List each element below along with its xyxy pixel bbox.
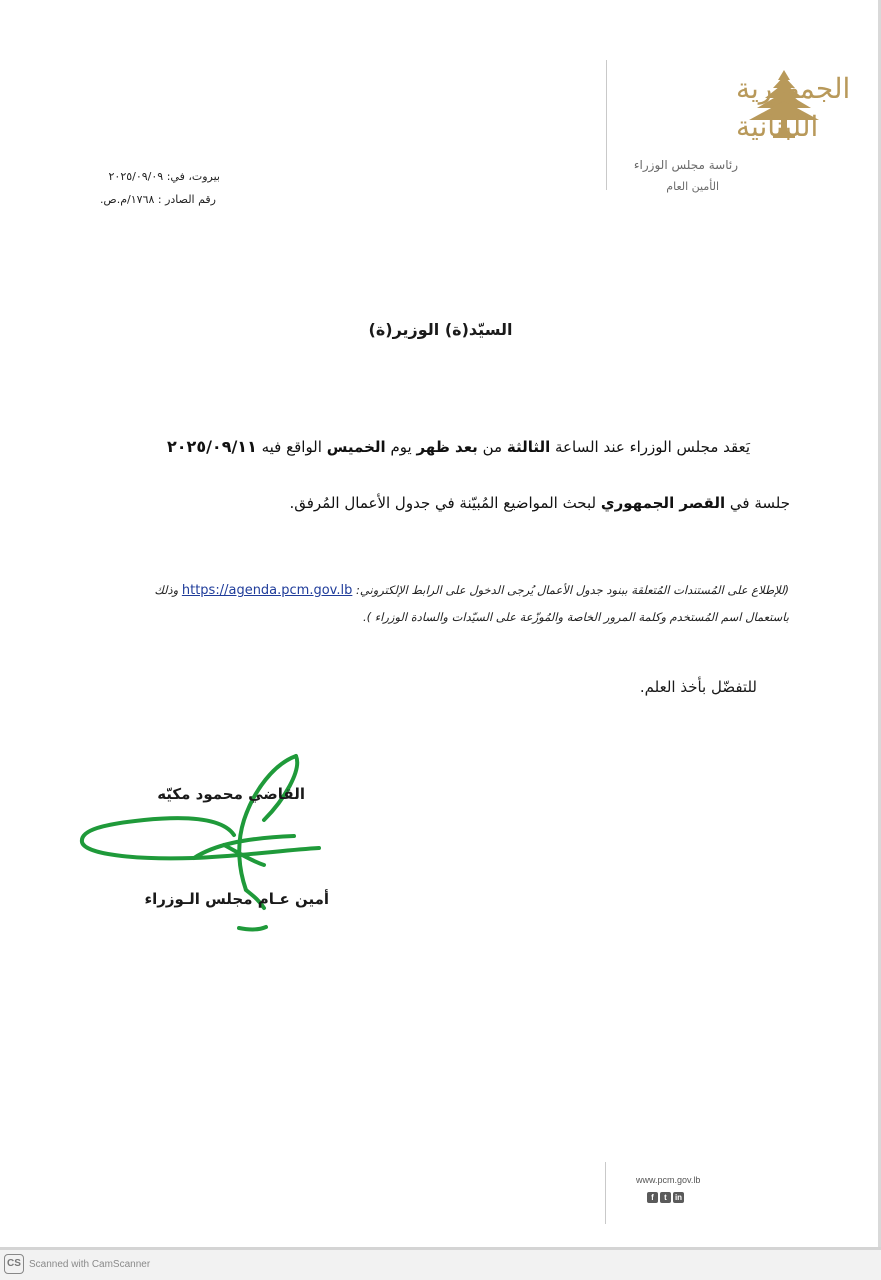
scanner-watermark: Scanned with CamScanner: [29, 1259, 151, 1270]
footer-website[interactable]: www.pcm.gov.lb: [636, 1175, 701, 1185]
body-bold-day: الخميس: [326, 438, 386, 456]
body-text: لبحث المواضيع المُبيّنة في جدول الأعمال المُرفق.: [289, 494, 597, 512]
body-bold-hour: الثالثة: [506, 438, 551, 456]
note-line-1: [154, 583, 789, 598]
agenda-link[interactable]: https://agenda.pcm.gov.lb: [181, 583, 353, 598]
meeting-date: ٢٠٢٥/٠٩/١١: [167, 437, 257, 456]
note-line-2: باستعمال اسم المُستخدم وكلمة المرور الخاصة والمُوزّعة على السيّدات والسادة الوزراء ).: [362, 610, 789, 624]
social-icons: [647, 1192, 684, 1203]
signer-title: أمين عـام مجلس الـوزراء: [144, 890, 329, 908]
body-text: من: [482, 438, 503, 456]
wordmark-line2: اللبنانية: [736, 110, 819, 143]
reference-number: رقم الصادر : ١٧٦٨/م.ص.: [99, 193, 216, 206]
signer-name: القاضي محمود مكيّه: [157, 785, 305, 803]
body-text: جلسة في: [729, 494, 790, 512]
header-divider: [606, 60, 607, 190]
note-text: (للإطلاع على المُستندات المُتعلقة ببنود جدول الأعمال يُرجى الدخول على الرابط الإلكتروني:: [356, 583, 789, 597]
twitter-icon[interactable]: t: [660, 1192, 671, 1203]
date-line: بيروت، في: ٢٠٢٥/٠٩/٠٩: [108, 170, 220, 183]
body-line-1: [167, 437, 750, 456]
office-name: رئاسة مجلس الوزراء: [633, 158, 738, 172]
body-bold-afternoon: بعد ظهر: [416, 438, 478, 456]
footer-divider: [605, 1162, 606, 1224]
body-bold-venue: القصر الجمهوري: [600, 494, 726, 512]
body-line-2: [289, 494, 790, 512]
camscanner-logo-icon: CS: [4, 1254, 24, 1274]
republic-wordmark: [628, 64, 851, 150]
body-text: يَعقد مجلس الوزراء عند الساعة: [555, 438, 750, 456]
linkedin-icon[interactable]: in: [674, 1193, 683, 1202]
wordmark-line1: الجمهورية: [736, 72, 851, 105]
department-name: الأمين العام: [666, 180, 719, 193]
body-text: الواقع فيه: [261, 438, 322, 456]
closing-line: للتفضّل بأخذ العلم.: [639, 678, 757, 696]
body-text: يوم: [390, 438, 412, 456]
salutation: السيّد(ة) الوزير(ة): [368, 320, 513, 339]
note-tail: وذلك: [154, 583, 179, 597]
facebook-icon[interactable]: f: [647, 1192, 658, 1203]
